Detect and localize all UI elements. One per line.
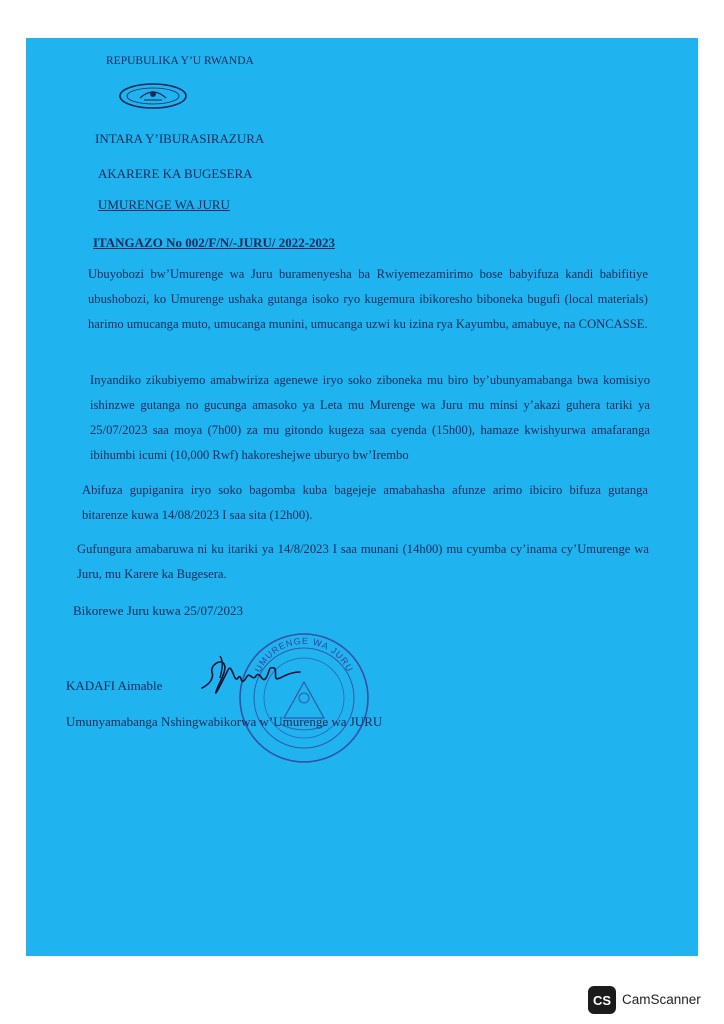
camscanner-logo: CS [588, 986, 616, 1014]
signatory-role: Umunyamabanga Nshingwabikorwa w’Umurenge wa JURU [66, 714, 383, 729]
sector-heading: UMURENGE WA JURU [98, 197, 230, 212]
province-heading: INTARA Y’IBURASIRAZURA [95, 131, 265, 146]
camscanner-label: CamScanner [622, 992, 701, 1007]
signatory-name: KADAFI Aimable [66, 678, 163, 693]
notice-paragraph-3: Abifuza gupiganira iryo soko bagomba kuba bagejeje amabahasha afunze arimo ibiciro bifuza gutanga bitarenze kuwa 14/08/2023 I saa sita (12h00). [82, 483, 648, 522]
notice-title: ITANGAZO No 002/F/N/-JURU/ 2022-2023 [93, 235, 336, 250]
signature-icon [198, 648, 308, 704]
date-line: Bikorewe Juru kuwa 25/07/2023 [73, 603, 244, 618]
country-heading: REPUBULIKA Y’U RWANDA [106, 55, 254, 67]
notice-paragraph-2: Inyandiko zikubiyemo amabwiriza agenewe iryo soko ziboneka mu biro by’ubunyamabanga bwa komisiyo ishinzwe gutanga no gucunga amasoko ya Leta mu Murenge wa Juru mu minsi y’akazi guhera tariki ya 25/07/2023 saa moya (7h00) za mu gitondo kugeza saa cyenda (15h00), hamaze kwishyurwa amafaranga ibihumbi icumi (10,000 Rwf) hakoreshejwe uburyo bw’Irembo [90, 373, 650, 462]
notice-paragraph-4: Gufungura amabaruwa ni ku itariki ya 14/8/2023 I saa munani (14h00) mu cyumba cy’inama cy’Umurenge wa Juru, mu Karere ka Bugesera. [77, 542, 649, 581]
district-heading: AKARERE KA BUGESERA [98, 166, 253, 181]
notice-paragraph-1: Ubuyobozi bw’Umurenge wa Juru buramenyesha ba Rwiyemezamirimo bose babyifuza kandi babifitiye ubushobozi, ko Umurenge ushaka gutanga isoko ryo kugemura ibikoresho biboneka bugufi (local materials) harimo umucanga muto, umucanga munini, umucanga uzwi ku izina rya Kayumbu, amabuye, na CONCASSE. [88, 267, 648, 331]
stamp-top-text: UMURENGE WA JURU [252, 635, 356, 674]
rwanda-emblem-icon [118, 82, 188, 110]
